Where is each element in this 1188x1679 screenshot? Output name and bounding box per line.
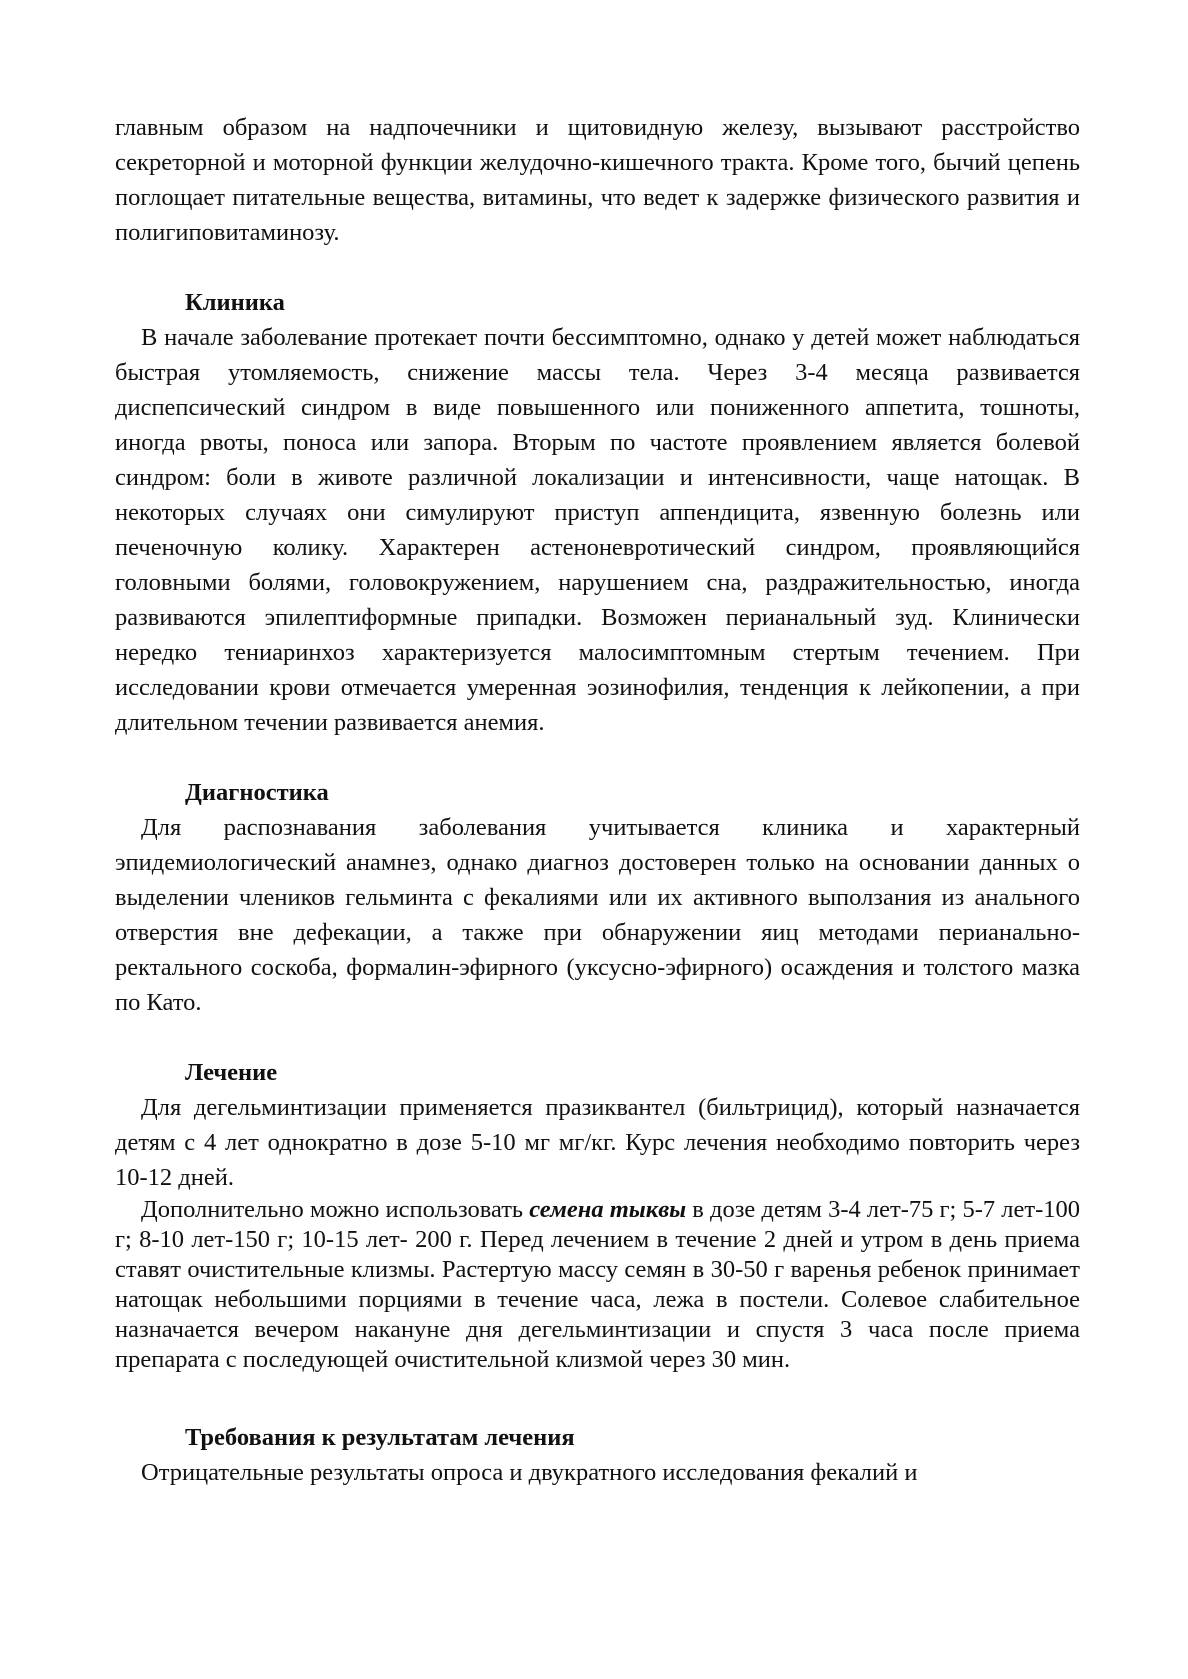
clinic-heading: Клиника [185, 289, 285, 316]
clinic-paragraph: В начале заболевание протекает почти бессимптомно, однако у детей может наблюдаться быстрая утомляемость, снижение массы тела. Через 3-4 месяца развивается диспепсический синдром в виде повышенного или пониженного аппетита, тошноты, иногда рвоты, поноса или запора. Вторым по частоте проявлением является болевой синдром: боли в животе различной локализации и интенсивности, чаще натощак. В некоторых случаях они симулируют приступ аппендицита, язвенную болезнь или печеночную колику. Характерен астеноневротический синдром, проявляющийся головными болями, головокружением, нарушением сна, раздражительностью, иногда развиваются эпилептиформные припадки. Возможен перианальный зуд. Клинически нередко тениаринхоз характеризуется малосимптомным стертым течением. При исследовании крови отмечается умеренная эозинофилия, тенденция к лейкопении, а при длительном течении развивается анемия. [115, 324, 1080, 736]
treatment-text-after: в дозе детям 3-4 лет-75 г; 5-7 лет-100 г; 8-10 лет-150 г; 10-15 лет- 200 г. Перед лечением в течение 2 дней и утром в день приема ставят очистительные клизмы. Растертую массу семян в 30-50 г варенья ребенок принимает натощак небольшими порциями в течение часа, лежа в постели. Солевое слабительное назначается вечером накануне дня дегельминтизации и спустя 3 часа после приема препарата с последующей очистительной клизмой через 30 мин. [115, 1196, 1081, 1373]
treatment-paragraph-2 [115, 1195, 1080, 1375]
document-page [115, 110, 1080, 1490]
pumpkin-seeds-emphasis: семена тыквы [529, 1196, 687, 1223]
intro-paragraph: главным образом на надпочечники и щитовидную железу, вызывают расстройство секреторной и моторной функции желудочно-кишечного тракта. Кроме того, бычий цепень поглощает питательные вещества, витамины, что ведет к задержке физического развития и полигиповитаминозу. [115, 114, 1080, 246]
treatment-heading: Лечение [185, 1059, 278, 1086]
requirements-heading: Требования к результатам лечения [185, 1424, 575, 1451]
diagnostics-paragraph: Для распознавания заболевания учитывается клиника и характерный эпидемиологический анамнез, однако диагноз достоверен только на основании данных о выделении члеников гельминта с фекалиями или их активного выползания из анального отверстия вне дефекации, а также при обнаружении яиц методами перианально-ректального соскоба, формалин-эфирного (уксусно-эфирного) осаждения и толстого мазка по Като. [115, 814, 1080, 1016]
requirements-paragraph: Отрицательные результаты опроса и двукратного исследования фекалий и [141, 1459, 918, 1486]
treatment-paragraph-1: Для дегельминтизации применяется празиквантел (бильтрицид), который назначается детям с 4 лет однократно в дозе 5-10 мг мг/кг. Курс лечения необходимо повторить через 10-12 дней. [115, 1094, 1080, 1191]
diagnostics-heading: Диагностика [185, 779, 329, 806]
treatment-text-before: Дополнительно можно использовать [141, 1196, 530, 1223]
